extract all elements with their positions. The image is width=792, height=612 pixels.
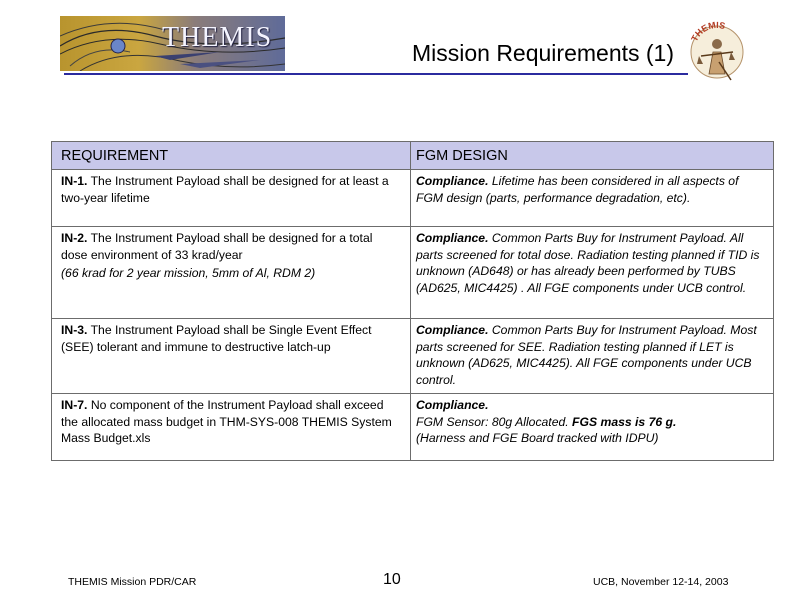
compliance-label: Compliance.	[416, 231, 489, 245]
compliance-label: Compliance.	[416, 398, 489, 412]
footer-event: THEMIS Mission PDR/CAR	[68, 576, 197, 588]
requirement-text: No component of the Instrument Payload shall exceed the allocated mass budget in THM-SYS-008 THEMIS System Mass Budget.xls	[61, 398, 392, 445]
design-text: Common Parts Buy for Instrument Payload. Most parts screened for SEE. Radiation testing planned if LET is unknown (AD625, MIC4425). All FGE components under UCB control.	[416, 323, 757, 387]
design-cell	[411, 319, 774, 394]
requirement-note: (66 krad for 2 year mission, 5mm of Al, RDM 2)	[61, 266, 316, 280]
page-number: 10	[383, 571, 401, 588]
design-text: Common Parts Buy for Instrument Payload. All parts screened for total dose. Radiation testing planned if TID is unknown (AD648) or has already been performed by TUBS (AD625, MIC4425) . All FGE components under UCB control.	[416, 231, 760, 295]
logo-text: THEMIS	[689, 19, 727, 44]
page-title: Mission Requirements (1)	[411, 40, 674, 66]
compliance-label: Compliance.	[416, 174, 489, 188]
requirement-cell	[52, 227, 411, 319]
requirements-table	[51, 141, 774, 461]
design-cell	[411, 394, 774, 461]
table-row	[52, 394, 774, 461]
design-text-note: (Harness and FGE Board tracked with IDPU)	[416, 431, 659, 445]
header-divider	[64, 73, 688, 75]
design-text: Lifetime has been considered in all aspects of FGM design (parts, performance degradation, etc).	[416, 174, 739, 205]
design-text: FGM Sensor: 80g Allocated.	[416, 414, 569, 429]
requirement-text: The Instrument Payload shall be designed for a total dose environment of 33 krad/year	[61, 231, 373, 262]
table-row	[52, 227, 774, 319]
design-cell	[411, 227, 774, 319]
requirement-cell	[52, 319, 411, 394]
themis-logo	[685, 16, 749, 82]
banner-title: THEMIS	[162, 22, 273, 53]
requirement-id: IN-1.	[61, 174, 88, 188]
table-row	[52, 170, 774, 227]
requirement-id: IN-2.	[61, 231, 88, 245]
footer-date: UCB, November 12-14, 2003	[593, 576, 729, 588]
themis-banner	[60, 16, 285, 71]
table-header-row	[52, 142, 774, 170]
compliance-label: Compliance.	[416, 323, 489, 337]
requirement-id: IN-7.	[61, 398, 88, 412]
requirement-text: The Instrument Payload shall be designed for at least a two-year lifetime	[61, 174, 389, 205]
requirement-cell	[52, 170, 411, 227]
requirement-cell	[52, 394, 411, 461]
column-header-fgm-design: FGM DESIGN	[411, 142, 774, 170]
table-row	[52, 319, 774, 394]
column-header-requirement: REQUIREMENT	[52, 142, 411, 170]
requirement-text: The Instrument Payload shall be Single Event Effect (SEE) tolerant and immune to destructive latch-up	[61, 323, 372, 354]
requirement-id: IN-3.	[61, 323, 88, 337]
design-mass-value: FGS mass is 76 g.	[572, 414, 677, 429]
design-cell	[411, 170, 774, 227]
